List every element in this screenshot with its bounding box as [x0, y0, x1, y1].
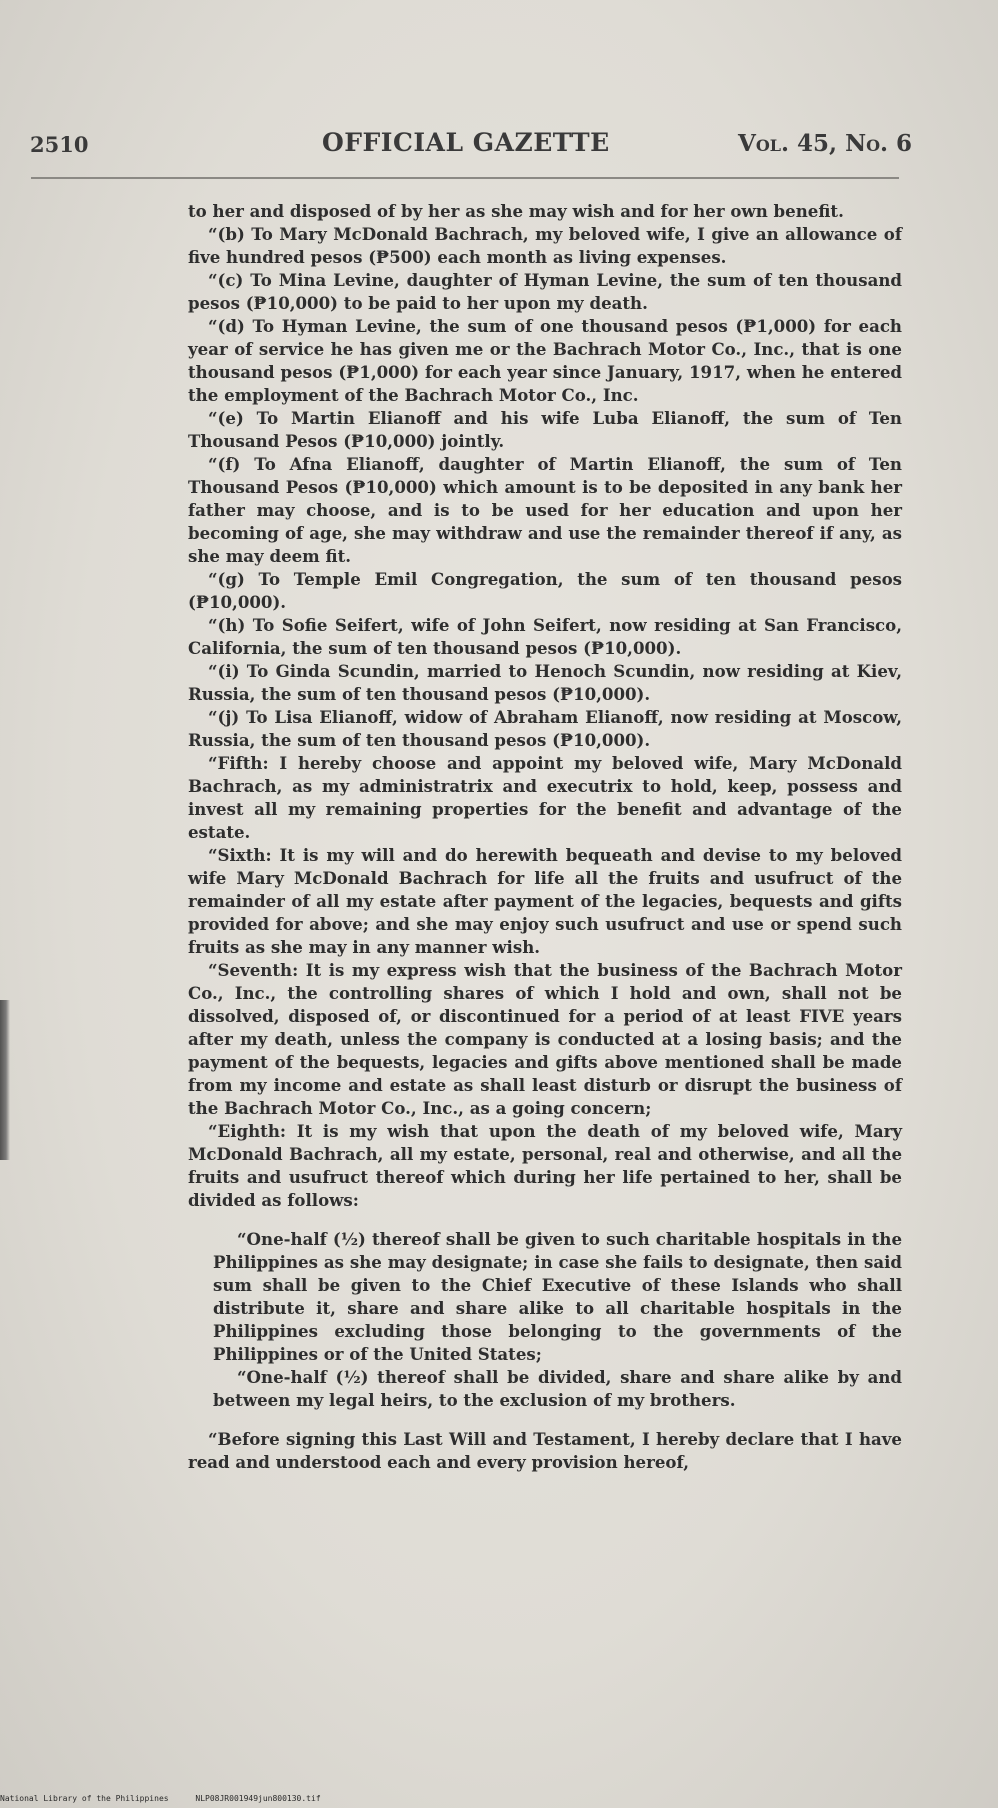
paragraph-eighth: “Eighth: It is my wish that upon the death of my beloved wife, Mary McDonald Bachrach, all my estate, personal, real and otherwise, and all the fruits and usufruct thereof which during her life pertained to her, shall be divided as follows: [188, 1121, 902, 1210]
scan-footer [0, 1794, 321, 1803]
paragraph-item-c: “(c) To Mina Levine, daughter of Hyman Levine, the sum of ten thousand pesos (₱10,000) to be paid to her upon my death. [188, 270, 902, 313]
paragraph-item-b: “(b) To Mary McDonald Bachrach, my beloved wife, I give an allowance of five hundred pesos (₱500) each month as living expenses. [188, 224, 902, 267]
body-text [188, 200, 902, 1474]
paragraph-seventh: “Seventh: It is my express wish that the business of the Bachrach Motor Co., Inc., the controlling shares of which I hold and own, shall not be dissolved, disposed of, or discontinued for a period of at least FIVE years after my death, unless the company is conducted at a losing basis; and the payment of the bequests, legacies and gifts above mentioned shall be made from my income and estate as shall least disturb or disrupt the business of the Bachrach Motor Co., Inc., as a going concern; [188, 960, 902, 1118]
paragraph-item-e: “(e) To Martin Elianoff and his wife Luba Elianoff, the sum of Ten Thousand Pesos (₱10,000) jointly. [188, 408, 902, 451]
quote-first-half: “One-half (½) thereof shall be given to such charitable hospitals in the Philippines as she may designate; in case she fails to designate, then said sum shall be given to the Chief Executive of these Islands who shall distribute it, share and share alike to all charitable hospitals in the Philippines excluding those belonging to the governments of the Philippines or of the United States; [213, 1229, 902, 1364]
file-identifier: NLP08JR001949jun800130.tif [195, 1794, 321, 1803]
paragraph-item-g: “(g) To Temple Emil Congregation, the sum of ten thousand pesos (₱10,000). [188, 569, 902, 612]
paragraph-continuation: to her and disposed of by her as she may wish and for her own benefit. [188, 201, 844, 221]
header-rule [31, 177, 899, 179]
quote-second-half: “One-half (½) thereof shall be divided, share and share alike by and between my legal heirs, to the exclusion of my brothers. [213, 1367, 902, 1410]
paragraph-item-h: “(h) To Sofie Seifert, wife of John Seifert, now residing at San Francisco, California, the sum of ten thousand pesos (₱10,000). [188, 615, 902, 658]
library-credit: National Library of the Philippines [0, 1794, 169, 1803]
page-number: 2510 [30, 132, 89, 157]
paragraph-item-f: “(f) To Afna Elianoff, daughter of Martin Elianoff, the sum of Ten Thousand Pesos (₱10,000) which amount is to be deposited in any bank her father may choose, and is to be used for her education and upon her becoming of age, she may withdraw and use the remainder thereof if any, as she may deem fit. [188, 454, 902, 566]
paragraph-item-i: “(i) To Ginda Scundin, married to Henoch Scundin, now residing at Kiev, Russia, the sum of ten thousand pesos (₱10,000). [188, 661, 902, 704]
binding-shadow [0, 1000, 10, 1160]
paragraph-fifth: “Fifth: I hereby choose and appoint my beloved wife, Mary McDonald Bachrach, as my administratrix and executrix to hold, keep, possess and invest all my remaining properties for the benefit and advantage of the estate. [188, 753, 902, 842]
paragraph-sixth: “Sixth: It is my will and do herewith bequeath and devise to my beloved wife Mary McDonald Bachrach for life all the fruits and usufruct of the remainder of all my estate after payment of the legacies, bequests and gifts provided for above; and she may enjoy such usufruct and use or spend such fruits as she may in any manner wish. [188, 845, 902, 957]
paragraph-item-d: “(d) To Hyman Levine, the sum of one thousand pesos (₱1,000) for each year of service he has given me or the Bachrach Motor Co., Inc., that is one thousand pesos (₱1,000) for each year since January, 1917, when he entered the employment of the Bachrach Motor Co., Inc. [188, 316, 902, 405]
volume-number: Vol. 45, No. 6 [738, 130, 913, 157]
paragraph-closing: “Before signing this Last Will and Testament, I hereby declare that I have read and understood each and every provision hereof, [188, 1429, 902, 1472]
paragraph-item-j: “(j) To Lisa Elianoff, widow of Abraham Elianoff, now residing at Moscow, Russia, the sum of ten thousand pesos (₱10,000). [188, 707, 902, 750]
running-title: OFFICIAL GAZETTE [322, 128, 610, 157]
